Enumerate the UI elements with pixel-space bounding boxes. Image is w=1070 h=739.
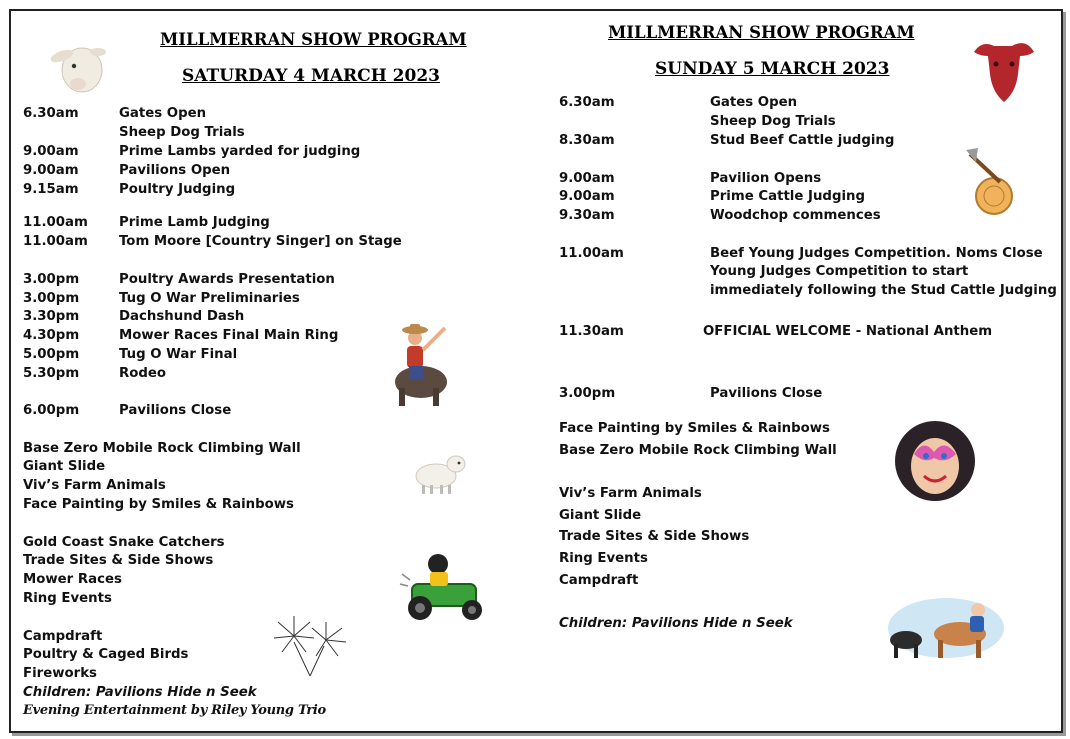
- ride-on-mower-icon: [398, 550, 490, 624]
- sat-event: Poultry Judging: [119, 182, 236, 197]
- sun-attraction: Ring Events: [559, 551, 648, 566]
- sat-evening-note: Evening Entertainment by Riley Young Trio: [23, 703, 326, 718]
- rodeo-rider-icon: [381, 318, 455, 408]
- sat-time: 11.00am: [23, 215, 88, 230]
- sun-event: Young Judges Competition to start: [710, 264, 969, 279]
- sun-event: Gates Open: [710, 95, 798, 110]
- sat-time: 9.00am: [23, 144, 79, 159]
- sat-attraction: Base Zero Mobile Rock Climbing Wall: [23, 441, 301, 456]
- sat-attraction: Face Painting by Smiles & Rainbows: [23, 497, 294, 512]
- sat-attraction: Viv’s Farm Animals: [23, 478, 166, 493]
- sat-time: 5.00pm: [23, 347, 80, 362]
- sunday-heading: MILLMERRAN SHOW PROGRAM: [608, 23, 915, 42]
- sat-event: Prime Lambs yarded for judging: [119, 144, 361, 159]
- sun-attraction: Base Zero Mobile Rock Climbing Wall: [559, 443, 837, 458]
- saturday-date: SATURDAY 4 MARCH 2023: [182, 66, 440, 86]
- sun-event: immediately following the Stud Cattle Judging: [710, 283, 1057, 298]
- sat-attraction: Poultry & Caged Birds: [23, 647, 189, 662]
- sat-time: 9.00am: [23, 163, 79, 178]
- sun-time: 9.30am: [559, 208, 615, 223]
- sunday-date: SUNDAY 5 MARCH 2023: [655, 59, 890, 79]
- campdraft-rider-icon: [876, 588, 1006, 664]
- sat-time: 6.30am: [23, 106, 79, 121]
- sheep-head-icon: [48, 40, 108, 96]
- bull-head-icon: [968, 34, 1038, 106]
- sat-event: Pavilions Close: [119, 403, 232, 418]
- sun-attraction: Trade Sites & Side Shows: [559, 529, 750, 544]
- sun-time: 9.00am: [559, 189, 615, 204]
- sun-time: 11.00am: [559, 246, 624, 261]
- sun-time: 9.00am: [559, 171, 615, 186]
- saturday-heading: MILLMERRAN SHOW PROGRAM: [160, 30, 467, 49]
- sun-time: 6.30am: [559, 95, 615, 110]
- sun-event: Beef Young Judges Competition. Noms Close: [710, 246, 1043, 261]
- sat-time: 3.30pm: [23, 309, 80, 324]
- sat-attraction: Fireworks: [23, 666, 97, 681]
- sun-event: Woodchop commences: [710, 208, 881, 223]
- sun-attraction: Viv’s Farm Animals: [559, 486, 702, 501]
- sun-event: Pavilions Close: [710, 386, 823, 401]
- sat-children-note: Children: Pavilions Hide n Seek: [23, 685, 257, 700]
- sun-event: Sheep Dog Trials: [710, 114, 836, 129]
- sat-attraction: Campdraft: [23, 629, 103, 644]
- sun-attraction: Campdraft: [559, 573, 639, 588]
- sat-attraction: Trade Sites & Side Shows: [23, 553, 214, 568]
- sat-time: 6.00pm: [23, 403, 80, 418]
- face-painting-icon: [894, 420, 976, 502]
- sat-time: 11.00am: [23, 234, 88, 249]
- sat-attraction: Gold Coast Snake Catchers: [23, 535, 225, 550]
- sun-time: 3.00pm: [559, 386, 616, 401]
- sat-event: Rodeo: [119, 366, 167, 381]
- sat-attraction: Ring Events: [23, 591, 112, 606]
- sheep-icon: [410, 448, 468, 496]
- sun-event: OFFICIAL WELCOME - National Anthem: [703, 324, 993, 339]
- sun-event: Stud Beef Cattle judging: [710, 133, 895, 148]
- sun-time: 8.30am: [559, 133, 615, 148]
- sat-event: Dachshund Dash: [119, 309, 245, 324]
- sat-time: 4.30pm: [23, 328, 80, 343]
- sun-children-note: Children: Pavilions Hide n Seek: [559, 616, 793, 631]
- sat-attraction: Mower Races: [23, 572, 122, 587]
- sat-event: Pavilions Open: [119, 163, 231, 178]
- sat-event: Tug O War Final: [119, 347, 238, 362]
- sat-time: 9.15am: [23, 182, 79, 197]
- sat-attraction: Giant Slide: [23, 459, 106, 474]
- sat-event: Tug O War Preliminaries: [119, 291, 300, 306]
- sun-attraction: Face Painting by Smiles & Rainbows: [559, 421, 830, 436]
- sat-event: Tom Moore [Country Singer] on Stage: [119, 234, 402, 249]
- fireworks-icon: [266, 612, 352, 678]
- sat-time: 3.00pm: [23, 272, 80, 287]
- sat-time: 5.30pm: [23, 366, 80, 381]
- sun-time: 11.30am: [559, 324, 624, 339]
- sat-event: Prime Lamb Judging: [119, 215, 270, 230]
- sat-event: Sheep Dog Trials: [119, 125, 245, 140]
- sat-event: Gates Open: [119, 106, 207, 121]
- sat-time: 3.00pm: [23, 291, 80, 306]
- sat-event: Mower Races Final Main Ring: [119, 328, 339, 343]
- sat-event: Poultry Awards Presentation: [119, 272, 335, 287]
- woodchop-axe-icon: [964, 146, 1022, 218]
- sun-event: Pavilion Opens: [710, 171, 822, 186]
- sun-event: Prime Cattle Judging: [710, 189, 866, 204]
- sun-attraction: Giant Slide: [559, 508, 642, 523]
